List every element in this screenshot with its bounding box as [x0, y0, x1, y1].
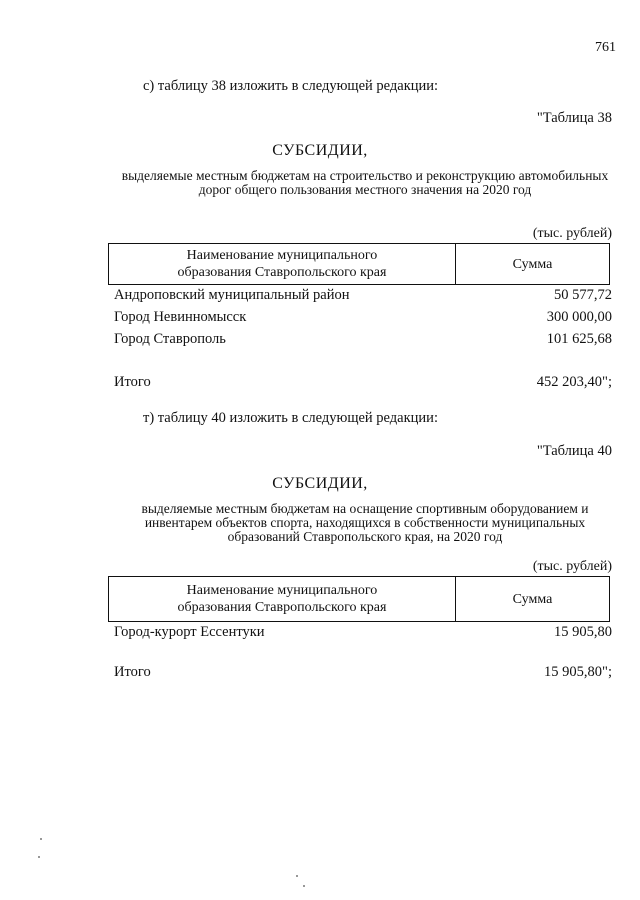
- table-38-subtitle: выделяемые местным бюджетам на строительство и реконструкцию автомобильных дорог общего пользования местного значения на 2020 год: [121, 168, 609, 197]
- total-value: 452 203,40";: [536, 374, 612, 390]
- column-header-municipality: Наименование муниципального образования Ставропольского края: [109, 577, 456, 622]
- table-40-heading: СУБСИДИИ,: [272, 475, 368, 492]
- column-header-sum: Сумма: [456, 244, 610, 285]
- column-header-municipality: Наименование муниципального образования Ставропольского края: [109, 244, 456, 285]
- total-label: Итого: [114, 374, 151, 390]
- table-row-name: Андроповский муниципальный район: [114, 287, 350, 303]
- scan-speck: [303, 885, 305, 887]
- table-row-name: Город Невинномысск: [114, 309, 247, 325]
- table-row-name: Город-курорт Ессентуки: [114, 624, 265, 640]
- instruction-table-40: т) таблицу 40 изложить в следующей редакции:: [143, 410, 438, 426]
- table-40-subtitle: выделяемые местным бюджетам на оснащение спортивным оборудованием и инвентарем объектов спорта, находящихся в собственности муниципальных образований Ставропольского края, на 2020 год: [141, 501, 589, 544]
- table-row-name: Город Ставрополь: [114, 331, 226, 347]
- table-38-header: [108, 243, 610, 285]
- table-38-unit: (тыс. рублей): [532, 226, 612, 241]
- total-label: Итого: [114, 664, 151, 680]
- page-number: 761: [595, 40, 616, 55]
- total-value: 15 905,80";: [544, 664, 612, 680]
- table-row-value: 300 000,00: [546, 309, 612, 325]
- scan-speck: [296, 875, 298, 877]
- table-38-heading: СУБСИДИИ,: [272, 142, 368, 159]
- scan-speck: [40, 838, 42, 840]
- instruction-table-38: с) таблицу 38 изложить в следующей редакции:: [143, 78, 439, 94]
- table-row-value: 50 577,72: [554, 287, 612, 303]
- table-40-header: [108, 576, 610, 622]
- column-header-sum: Сумма: [456, 577, 610, 622]
- table-40-label: "Таблица 40: [536, 443, 612, 459]
- scan-speck: [38, 856, 40, 858]
- table-38-label: "Таблица 38: [536, 110, 612, 126]
- table-row-value: 15 905,80: [554, 624, 612, 640]
- table-40-unit: (тыс. рублей): [532, 559, 612, 574]
- table-row-value: 101 625,68: [546, 331, 612, 347]
